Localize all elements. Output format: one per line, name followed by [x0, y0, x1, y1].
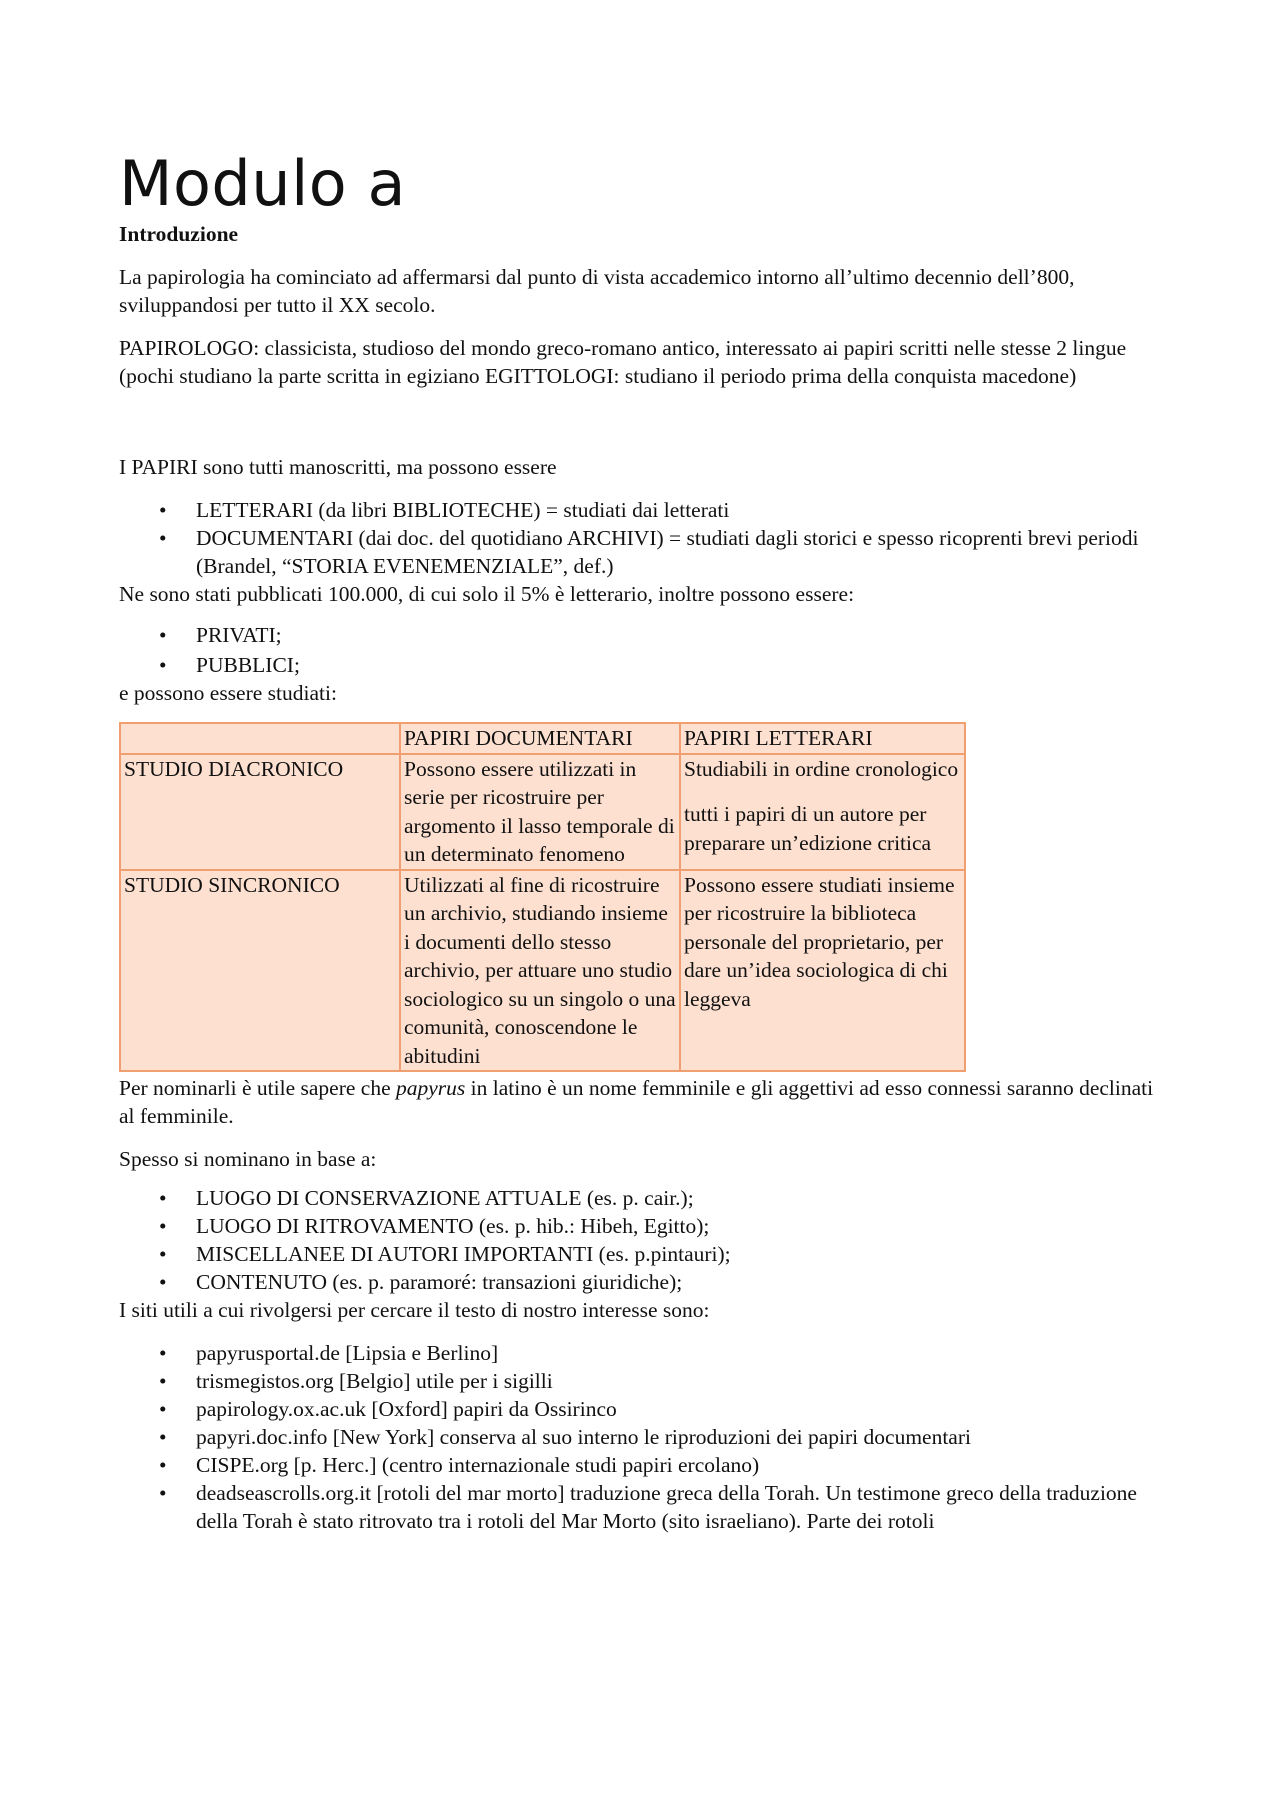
- bullet-icon: •: [159, 526, 167, 550]
- row-label: STUDIO DIACRONICO: [120, 754, 400, 870]
- bullet-icon: •: [159, 1214, 167, 1238]
- table-cell: Utilizzati al fine di ricostruire un archivio, studiando insieme i documenti dello stesso archivio, per attuare uno studio sociologico su un singolo o una comunità, conoscendone le abitudini: [400, 870, 680, 1072]
- bullet-icon: •: [159, 1481, 167, 1505]
- list-item: • CISPE.org [p. Herc.] (centro internazionale studi papiri ercolano): [159, 1453, 760, 1477]
- bullet-icon: •: [159, 1270, 167, 1294]
- bullet-icon: •: [159, 1453, 167, 1477]
- list-useful-sites: [119, 1339, 1164, 1535]
- table-cell: [680, 754, 965, 870]
- list-item: • LUOGO DI RITROVAMENTO (es. p. hib.: Hibeh, Egitto);: [159, 1214, 710, 1238]
- document-page: [119, 148, 1164, 1535]
- paragraph-pubblicati: Ne sono stati pubblicati 100.000, di cui solo il 5% è letterario, inoltre possono essere:: [119, 582, 855, 606]
- spacer: [684, 783, 961, 800]
- list-papiri-types: [119, 496, 1164, 580]
- table-row: [120, 870, 965, 1072]
- bullet-icon: •: [159, 498, 167, 522]
- paragraph-nominano: Spesso si nominano in base a:: [119, 1147, 377, 1171]
- table-header-cell: PAPIRI LETTERARI: [680, 723, 965, 754]
- list-item: • papyrusportal.de [Lipsia e Berlino]: [159, 1341, 499, 1365]
- bullet-icon: •: [159, 1186, 167, 1210]
- list-item: • CONTENUTO (es. p. paramoré: transazioni giuridiche);: [159, 1270, 683, 1294]
- paragraph-siti: I siti utili a cui rivolgersi per cercare il testo di nostro interesse sono:: [119, 1298, 710, 1322]
- list-item: • papirology.ox.ac.uk [Oxford] papiri da Ossirinco: [159, 1397, 617, 1421]
- list-item: • deadseascrolls.org.it [rotoli del mar morto] traduzione greca della Torah. Un testimone greco della traduzione della Torah è stato ritrovato tra i rotoli del Mar Morto (sito israeliano). Parte dei rotoli: [159, 1481, 1137, 1533]
- table-cell: Possono essere studiati insieme per ricostruire la biblioteca personale del proprietario, per dare un’idea sociologica di chi leggeva: [680, 870, 965, 1072]
- paragraph-nominarli: Per nominarli è utile sapere che papyrus in latino è un nome femminile e gli aggettivi ad esso connessi saranno declinati al femminile.: [119, 1076, 1154, 1128]
- bullet-icon: •: [159, 653, 167, 677]
- paragraph-studiati: e possono essere studiati:: [119, 681, 337, 705]
- list-item: • trismegistos.org [Belgio] utile per i sigilli: [159, 1369, 553, 1393]
- list-item: • PUBBLICI;: [159, 653, 300, 677]
- italic-term: papyrus: [396, 1076, 466, 1100]
- list-item: • MISCELLANEE DI AUTORI IMPORTANTI (es. p.pintauri);: [159, 1242, 731, 1266]
- bullet-icon: •: [159, 1425, 167, 1449]
- table-header-row: [120, 723, 965, 754]
- bullet-icon: •: [159, 1242, 167, 1266]
- cell-text: Studiabili in ordine cronologico: [684, 756, 959, 781]
- row-label: STUDIO SINCRONICO: [120, 870, 400, 1072]
- list-item: • LUOGO DI CONSERVAZIONE ATTUALE (es. p. cair.);: [159, 1186, 694, 1210]
- section-heading: Introduzione: [119, 222, 239, 246]
- table-cell: Possono essere utilizzati in serie per ricostruire per argomento il lasso temporale di un determinato fenomeno: [400, 754, 680, 870]
- list-item: • papyri.doc.info [New York] conserva al suo interno le riproduzioni dei papiri documentari: [159, 1425, 971, 1449]
- list-item: • DOCUMENTARI (dai doc. del quotidiano ARCHIVI) = studiati dagli storici e spesso ricoprenti brevi periodi (Brandel, “STORIA EVENEMENZIALE”, def.): [159, 526, 1139, 578]
- list-naming-criteria: [119, 1184, 1164, 1296]
- paragraph-papirologo: PAPIROLOGO: classicista, studioso del mondo greco-romano antico, interessato ai papiri scritti nelle stesse 2 lingue (pochi studiano la parte scritta in egiziano EGITTOLOGI: studiano il periodo prima della conquista macedone): [119, 336, 1127, 388]
- list-privati-pubblici: [119, 621, 1164, 679]
- list-item: • LETTERARI (da libri BIBLIOTECHE) = studiati dai letterati: [159, 498, 730, 522]
- table-header-cell: PAPIRI DOCUMENTARI: [400, 723, 680, 754]
- bullet-icon: •: [159, 1397, 167, 1421]
- cell-text: tutti i papiri di un autore per preparare un’edizione critica: [684, 802, 932, 855]
- study-table: [119, 722, 966, 1072]
- paragraph-papiri: I PAPIRI sono tutti manoscritti, ma possono essere: [119, 455, 557, 479]
- list-item: • PRIVATI;: [159, 623, 282, 647]
- bullet-icon: •: [159, 1369, 167, 1393]
- bullet-icon: •: [159, 623, 167, 647]
- paragraph-intro: La papirologia ha cominciato ad affermarsi dal punto di vista accademico intorno all’ultimo decennio dell’800, sviluppandosi per tutto il XX secolo.: [119, 265, 1075, 317]
- table-cell: [120, 723, 400, 754]
- page-title: Modulo a: [119, 147, 406, 220]
- bullet-icon: •: [159, 1341, 167, 1365]
- spacer: [119, 405, 1164, 453]
- table-row: [120, 754, 965, 870]
